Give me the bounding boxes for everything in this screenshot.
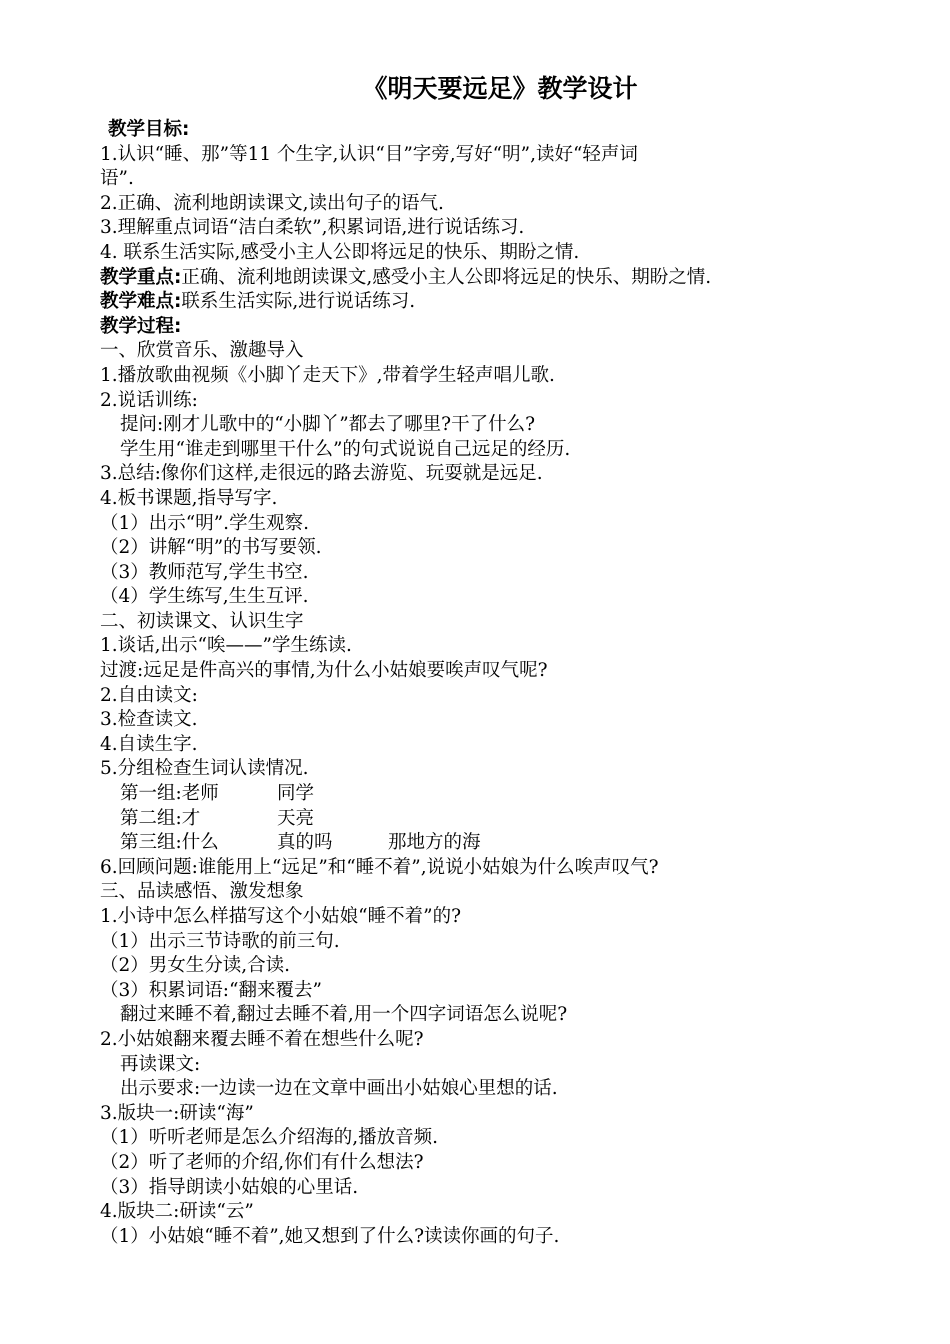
process-line: 3.检查读文. <box>100 709 198 731</box>
section-heading: 二、初读课文、认识生字 <box>100 610 304 632</box>
process-step: （1）出示三节诗歌的前三句. <box>100 930 340 952</box>
document-title: 《明天要远足》教学设计 <box>362 74 638 103</box>
objective-line: 3.理解重点词语“洁白柔软”,积累词语,进行说话练习. <box>100 217 525 239</box>
process-step: （3）指导朗读小姑娘的心里话. <box>100 1176 359 1198</box>
difficulty-label: 教学难点: <box>100 291 182 313</box>
process-step: （1）小姑娘“睡不着”,她又想到了什么?读读你画的句子. <box>100 1225 560 1247</box>
process-step: （2）男女生分读,合读. <box>100 955 291 977</box>
process-line: 4.版块二:研读“云” <box>100 1201 254 1223</box>
process-line: 6.回顾问题:谁能用上“远足”和“睡不着”,说说小姑娘为什么唉声叹气? <box>100 856 659 878</box>
process-step: （1）听听老师是怎么介绍海的,播放音频. <box>100 1127 439 1149</box>
objective-line: 2.正确、流利地朗读课文,读出句子的语气. <box>100 192 444 214</box>
process-line: 2.说话训练: <box>100 389 198 411</box>
word-group-row <box>100 831 870 856</box>
process-step: （2）听了老师的介绍,你们有什么想法? <box>100 1151 424 1173</box>
process-heading: 教学过程: <box>100 315 182 337</box>
process-line: 4.板书课题,指导写字. <box>100 487 278 509</box>
process-line: 4.自读生字. <box>100 733 198 755</box>
process-subline: 翻过来睡不着,翻过去睡不着,用一个四字词语怎么说呢? <box>120 1004 568 1026</box>
key-point-line <box>100 266 870 291</box>
difficulty-line <box>100 290 870 315</box>
objective-line: 语”. <box>100 168 134 190</box>
process-step: （1）出示“明”.学生观察. <box>100 512 309 534</box>
objectives-heading: 教学目标: <box>108 119 190 140</box>
process-subline: 再读课文: <box>120 1053 201 1075</box>
document-body <box>100 118 870 1249</box>
word-group-label: 第一组:老师 <box>120 783 219 805</box>
process-step: （3）积累词语:“翻来覆去” <box>100 979 322 1001</box>
process-step: （4）学生练写,生生互评. <box>100 586 309 608</box>
process-subline: 出示要求:一边读一边在文章中画出小姑娘心里想的话. <box>120 1078 558 1100</box>
section-heading: 三、品读感悟、激发想象 <box>100 881 304 903</box>
word-group-word: 天亮 <box>277 807 315 829</box>
process-line: 3.总结:像你们这样,走很远的路去游览、玩耍就是远足. <box>100 463 543 485</box>
word-group-row <box>100 807 870 832</box>
word-group-word: 真的吗 <box>277 832 333 854</box>
word-group-label: 第三组:什么 <box>120 832 219 854</box>
process-line: 1.小诗中怎么样描写这个小姑娘“睡不着”的? <box>100 906 461 927</box>
word-group-label: 第二组:才 <box>120 807 201 829</box>
word-group-word: 同学 <box>277 783 315 805</box>
process-subline: 提问:刚才儿歌中的“小脚丫”都去了哪里?干了什么? <box>120 414 535 436</box>
word-group-word: 那地方的海 <box>388 832 481 854</box>
word-group-row <box>100 782 870 807</box>
key-point-text: 正确、流利地朗读课文,感受小主人公即将远足的快乐、期盼之情. <box>181 266 712 288</box>
process-step: （3）教师范写,学生书空. <box>100 561 309 583</box>
objective-line: 1.认识“睡、那”等11 个生字,认识“目”字旁,写好“明”,读好“轻声词 <box>100 143 638 165</box>
process-step: （2）讲解“明”的书写要领. <box>100 537 322 559</box>
process-line: 1.谈话,出示“唉——”学生练读. <box>100 635 352 657</box>
objective-line: 4. 联系生活实际,感受小主人公即将远足的快乐、期盼之情. <box>100 241 580 263</box>
key-point-label: 教学重点: <box>100 266 182 288</box>
process-line: 5.分组检查生词认读情况. <box>100 758 309 780</box>
process-line: 过渡:远足是件高兴的事情,为什么小姑娘要唉声叹气呢? <box>100 660 548 682</box>
process-subline: 学生用“谁走到哪里干什么”的句式说说自己远足的经历. <box>120 438 571 460</box>
difficulty-text: 联系生活实际,进行说话练习. <box>181 291 416 313</box>
process-line: 2.自由读文: <box>100 684 198 706</box>
process-line: 3.版块一:研读“海” <box>100 1102 254 1124</box>
section-heading: 一、欣赏音乐、激趣导入 <box>100 340 304 362</box>
process-line: 2.小姑娘翻来覆去睡不着在想些什么呢? <box>100 1028 424 1050</box>
process-line: 1.播放歌曲视频《小脚丫走天下》,带着学生轻声唱儿歌. <box>100 364 555 386</box>
